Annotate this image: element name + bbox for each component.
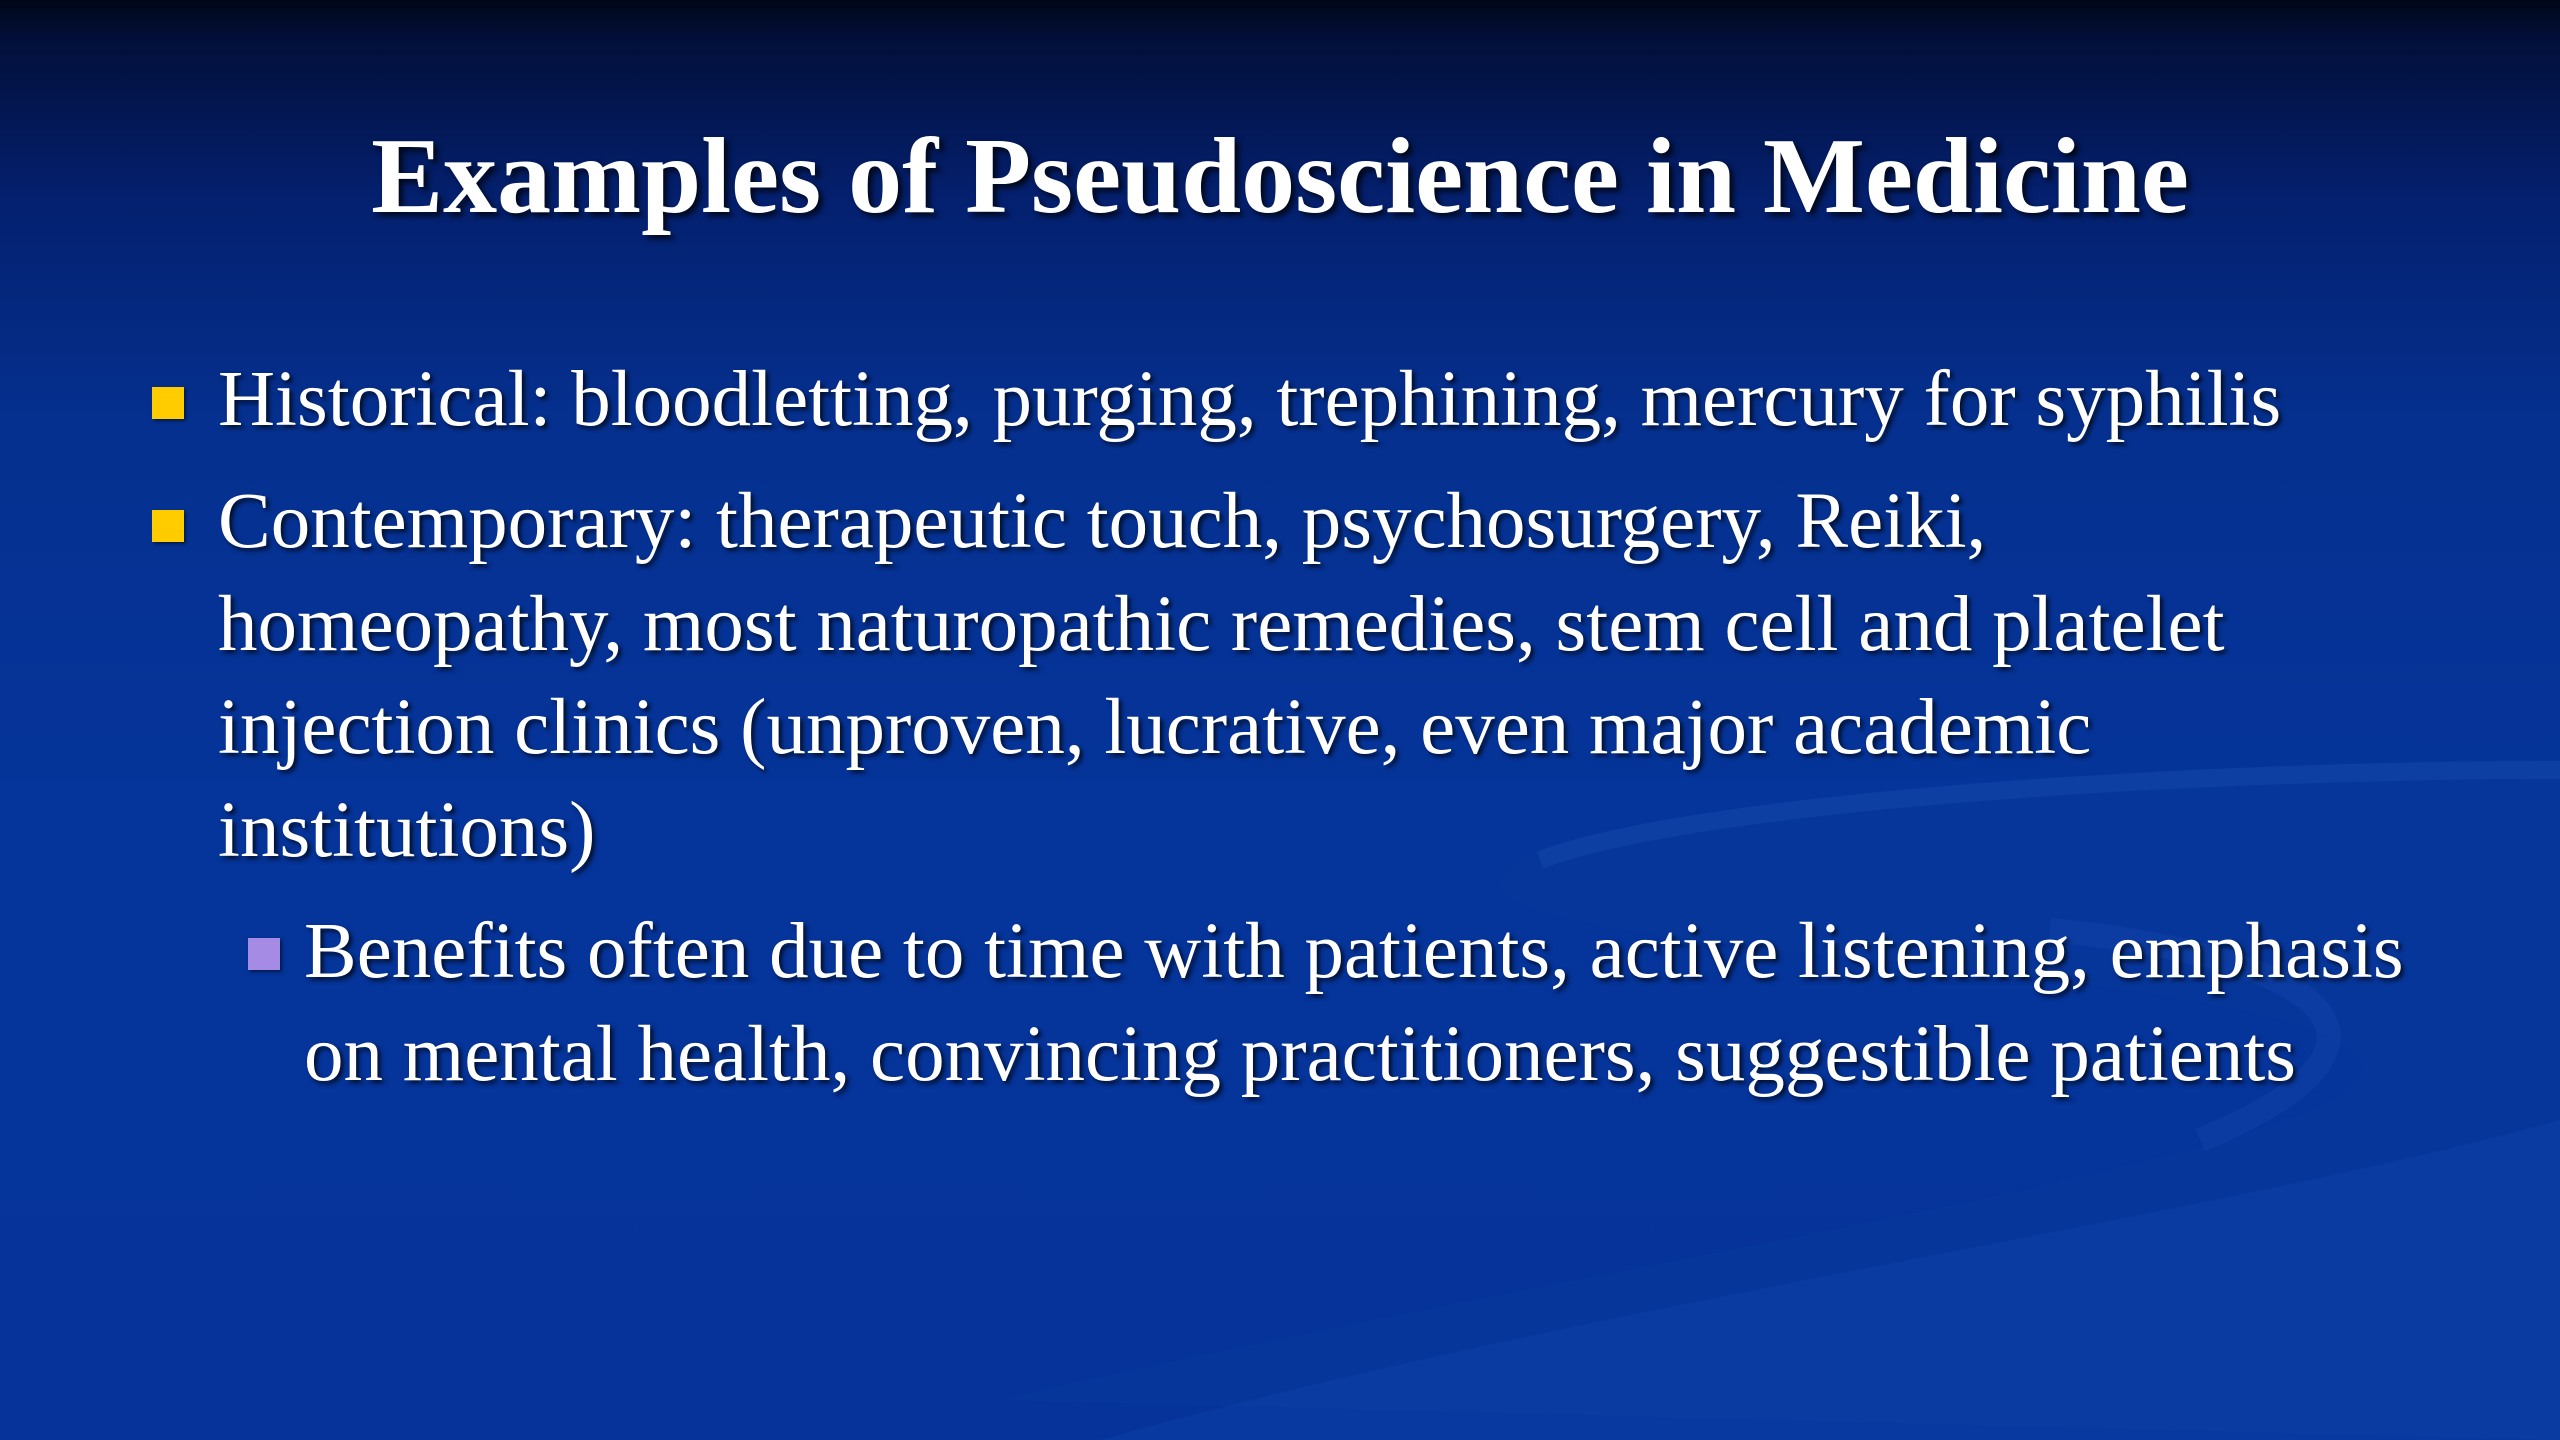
- bullet-square-icon: [152, 387, 184, 419]
- bullet-contemporary: Contemporary: therapeutic touch, psychosurgery, Reiki, homeopathy, most naturopathic remedies, stem cell and platelet injection clinics (unproven, lucrative, even major academic institutions): [218, 478, 2225, 874]
- sub-bullet-square-icon: [248, 938, 280, 970]
- sub-bullet-benefits: Benefits often due to time with patients, active listening, emphasis on mental health, convincing practitioners, suggestible patients: [304, 908, 2404, 1098]
- bullet-square-icon: [152, 510, 184, 542]
- bullet-historical: Historical: bloodletting, purging, trephining, mercury for syphilis: [218, 356, 2282, 443]
- slide-title: Examples of Pseudoscience in Medicine: [371, 117, 2189, 236]
